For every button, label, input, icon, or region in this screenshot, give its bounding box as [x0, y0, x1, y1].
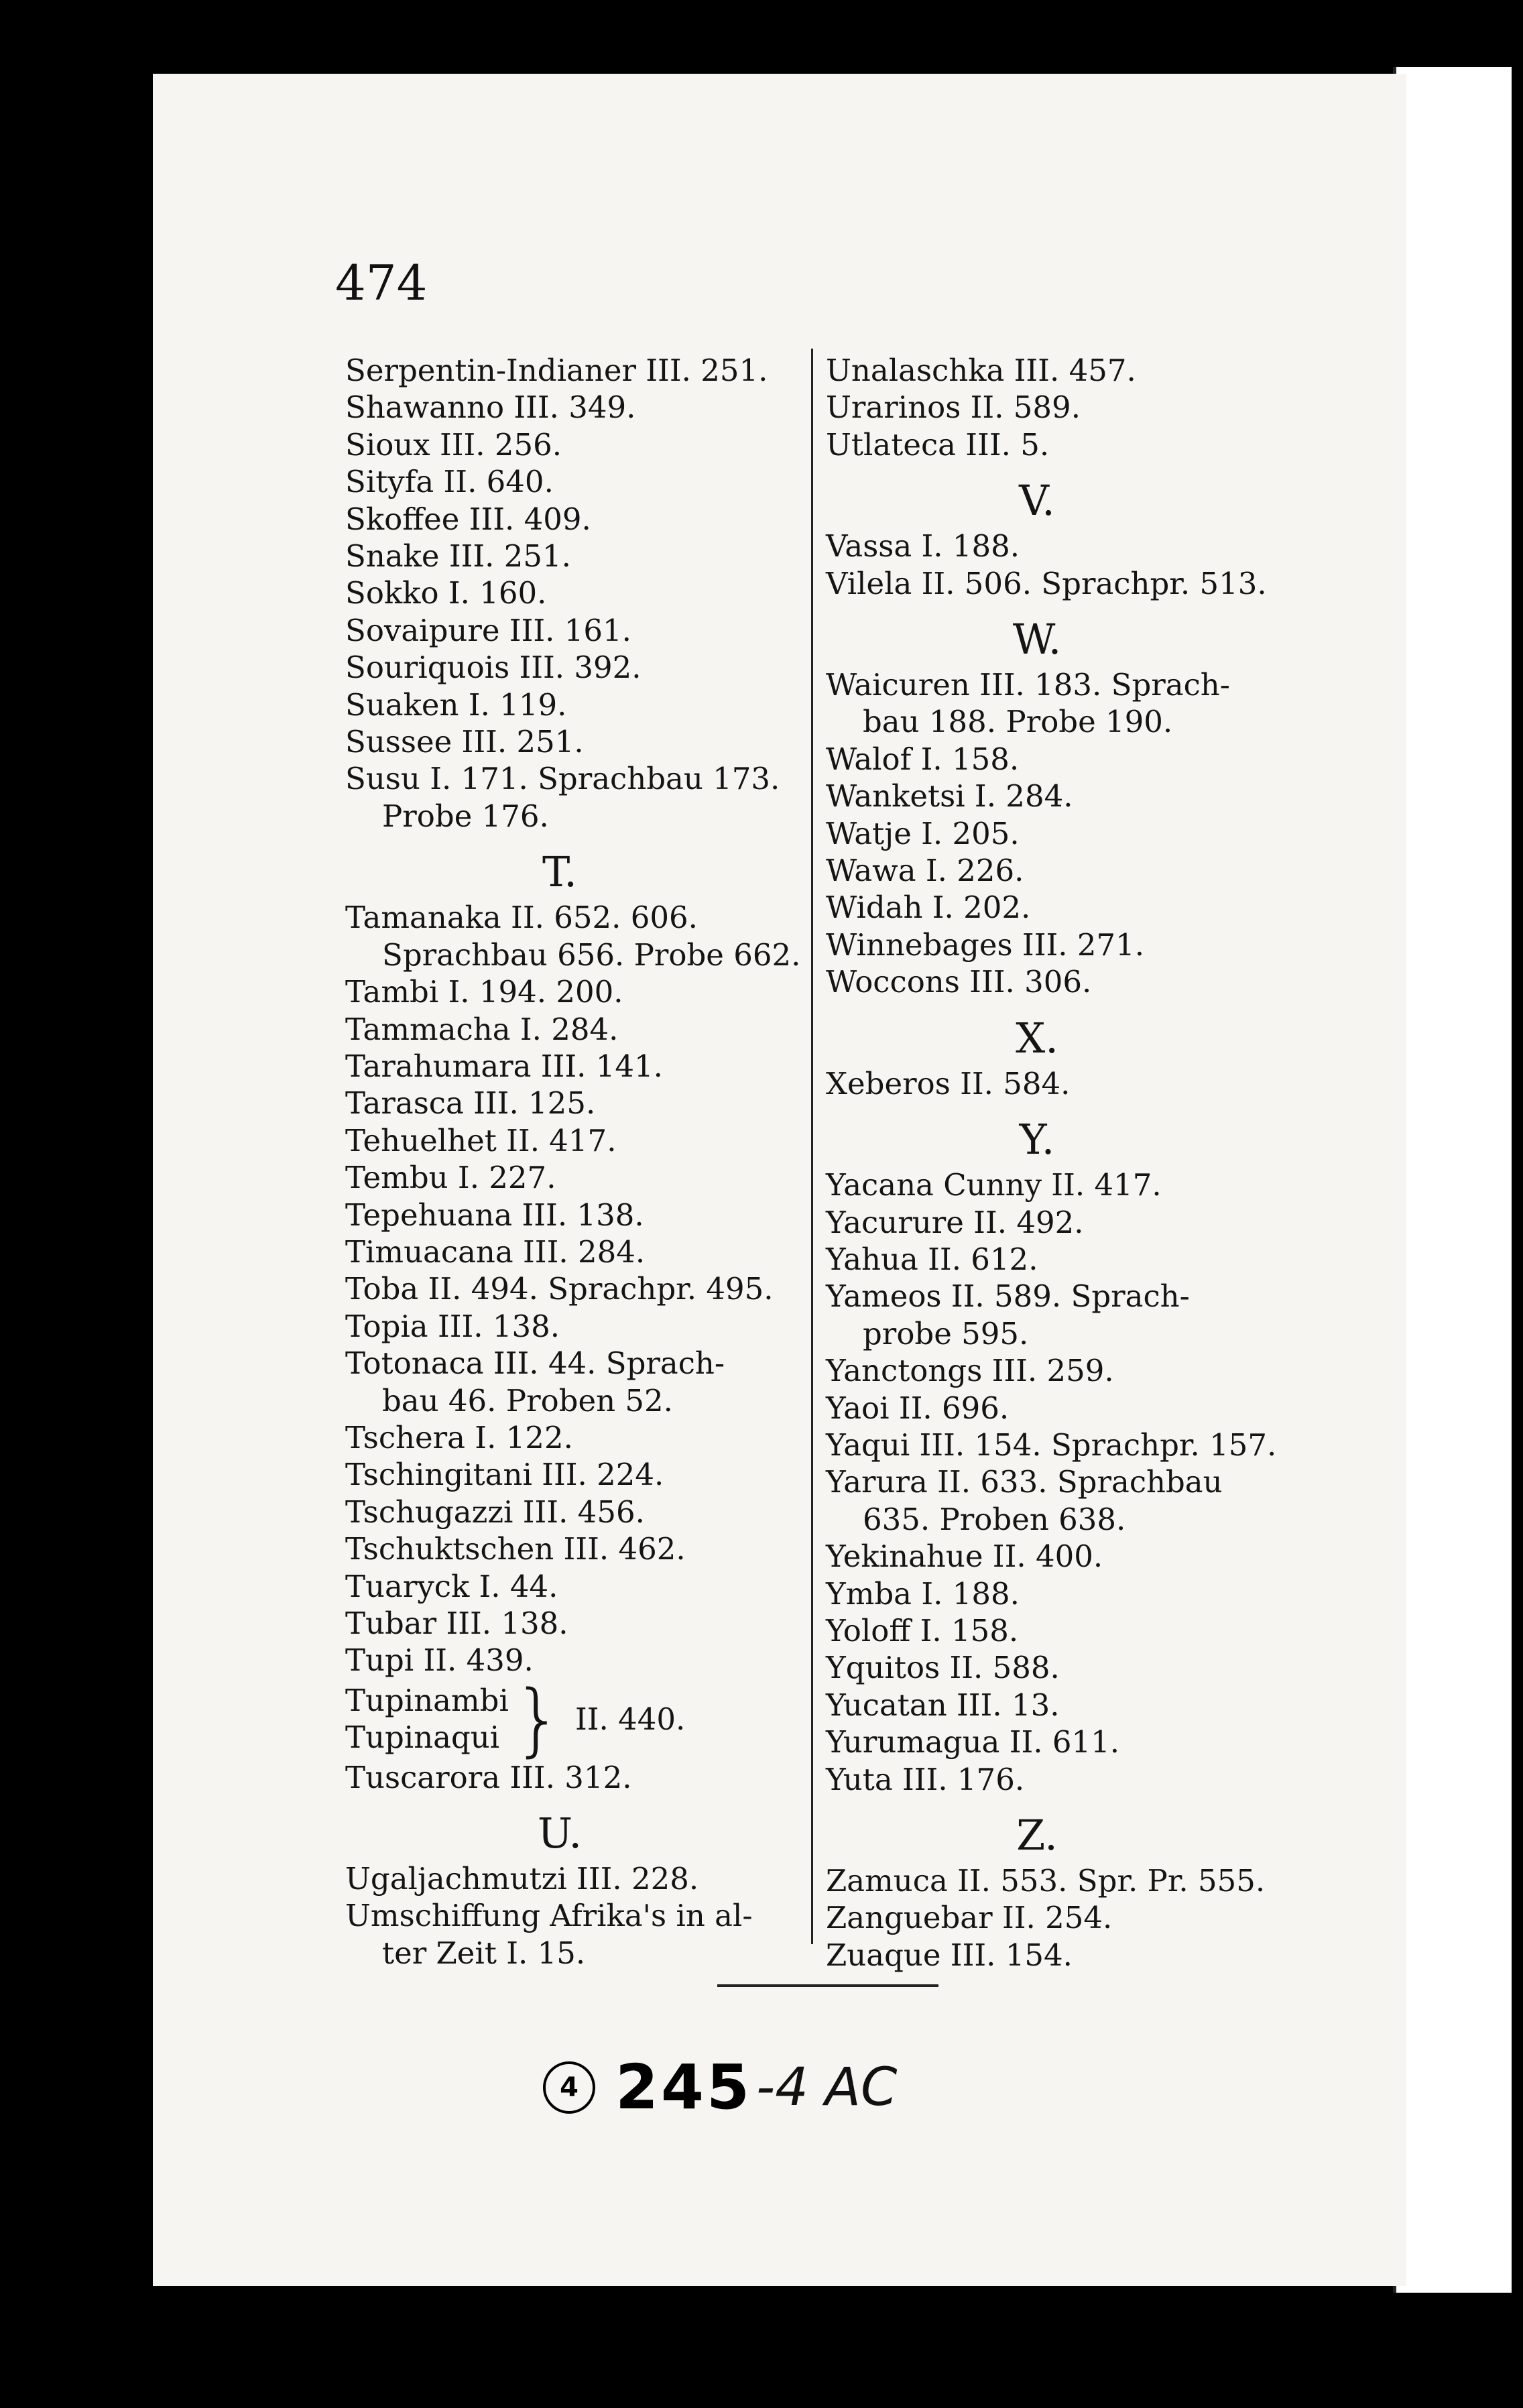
column-divider [811, 349, 813, 1944]
section-letter: U. [537, 1809, 583, 1858]
library-shelfmark [543, 2051, 897, 2123]
index-entry: Tarasca III. 125. [345, 1085, 596, 1122]
index-entry: Yacurure II. 492. [826, 1204, 1084, 1240]
index-entry: Tubar III. 138. [345, 1606, 568, 1641]
index-entry: Susu I. 171. Sprachbau 173. [345, 761, 780, 797]
index-entry: Tschera I. 122. [345, 1419, 573, 1455]
index-entry: Tembu I. 227. [345, 1160, 556, 1196]
section-letter: W. [1012, 615, 1062, 664]
section-letter: X. [1016, 1013, 1058, 1063]
index-entry: Ugaljachmutzi III. 228. [345, 1861, 699, 1897]
index-entry: Vilela II. 506. Sprachpr. 513. [826, 565, 1267, 601]
index-entry: Serpentin-Indianer III. 251. [345, 353, 768, 388]
index-entry: Skoffee III. 409. [345, 501, 591, 537]
index-entry: Tschuktschen III. 462. [345, 1531, 686, 1567]
index-entry: Tuscarora III. 312. [345, 1759, 632, 1795]
index-entry: Yuta III. 176. [826, 1761, 1025, 1797]
index-entry-continuation: Sprachbau 656. Probe 662. [382, 937, 801, 973]
index-entry: Topia III. 138. [345, 1308, 560, 1344]
index-column-right [826, 352, 1308, 1974]
adjacent-blank-page [1393, 67, 1512, 2293]
index-entry: Tschugazzi III. 456. [345, 1494, 645, 1530]
index-entry-continuation: 635. Proben 638. [863, 1501, 1126, 1537]
index-entry: Waicuren III. 183. Sprach- [826, 667, 1230, 703]
index-entry: Yanctongs III. 259. [826, 1353, 1114, 1389]
index-entry: Widah I. 202. [826, 890, 1031, 926]
index-entry: Zanguebar II. 254. [826, 1900, 1113, 1936]
index-entry-continuation: Probe 176. [382, 798, 549, 834]
circled-stamp: 4 [543, 2061, 595, 2114]
index-entry: Suaken I. 119. [345, 686, 567, 723]
index-entry: Toba II. 494. Sprachpr. 495. [345, 1271, 774, 1307]
index-entry: Tschingitani III. 224. [345, 1457, 664, 1493]
index-entry: Yurumagua II. 611. [826, 1724, 1120, 1760]
brace-names [345, 1682, 509, 1756]
index-entry: Winnebages III. 271. [826, 926, 1145, 963]
index-entry: Tehuelhet II. 417. [345, 1122, 617, 1158]
index-column-left [345, 352, 801, 1972]
index-entry: Unalaschka III. 457. [826, 353, 1136, 388]
index-entry: Totonaca III. 44. Sprach- [345, 1345, 725, 1382]
index-entry: Tepehuana III. 138. [345, 1197, 644, 1233]
page-number: 474 [335, 255, 428, 311]
index-entry-continuation: bau 46. Proben 52. [382, 1382, 673, 1419]
index-entry: Yquitos II. 588. [826, 1650, 1060, 1686]
index-entry: Yaqui III. 154. Sprachpr. 157. [826, 1427, 1277, 1463]
index-entry: Snake III. 251. [345, 538, 571, 575]
index-entry: Watje I. 205. [826, 815, 1020, 851]
index-entry: Vassa I. 188. [826, 528, 1020, 564]
index-entry: Yucatan III. 13. [826, 1687, 1060, 1723]
index-entry: Walof I. 158. [826, 741, 1020, 777]
index-entry: Yahua II. 612. [826, 1241, 1038, 1277]
brace-symbol: } [512, 1673, 563, 1766]
index-entry: Yacana Cunny II. 417. [826, 1167, 1162, 1203]
section-letter: T. [542, 847, 577, 897]
index-entry: Sokko I. 160. [345, 575, 547, 611]
index-entry: Urarinos II. 589. [826, 389, 1081, 426]
section-letter: V. [1019, 476, 1055, 526]
index-entry: Yoloff I. 158. [826, 1612, 1019, 1648]
shelfmark-suffix: -4 AC [756, 2057, 898, 2118]
index-entry: Sussee III. 251. [345, 724, 584, 760]
index-entry: Yaoi II. 696. [826, 1390, 1010, 1426]
shelfmark-number: 245 [615, 2051, 753, 2123]
end-rule [717, 1984, 938, 1987]
index-entry: Zamuca II. 553. Spr. Pr. 555. [826, 1863, 1266, 1899]
index-entry: Shawanno III. 349. [345, 389, 636, 426]
index-entry: Xeberos II. 584. [826, 1065, 1071, 1101]
index-entry: Wawa I. 226. [826, 853, 1024, 889]
index-entry: Yekinahue II. 400. [826, 1539, 1103, 1575]
index-entry: Souriquois III. 392. [345, 650, 642, 686]
index-entry: Woccons III. 306. [826, 964, 1092, 1000]
index-entry: Utlateca III. 5. [826, 426, 1050, 463]
index-entry: Tuaryck I. 44. [345, 1568, 558, 1604]
brace-name: Tupinaqui [345, 1720, 500, 1756]
index-entry: Wanketsi I. 284. [826, 778, 1073, 815]
index-entry: Sovaipure III. 161. [345, 612, 631, 648]
index-entry: Tambi I. 194. 200. [345, 974, 623, 1010]
index-entry-continuation: ter Zeit I. 15. [382, 1935, 586, 1971]
index-entry: Yarura II. 633. Sprachbau [826, 1464, 1223, 1500]
index-entry: Umschiffung Afrika's in al- [345, 1898, 753, 1934]
index-entry: Timuacana III. 284. [345, 1233, 646, 1270]
brace-name: Tupinambi [345, 1682, 509, 1718]
index-entry: Tupi II. 439. [345, 1642, 534, 1679]
index-entry: Sioux III. 256. [345, 426, 562, 463]
index-entry-continuation: bau 188. Probe 190. [863, 704, 1173, 740]
index-entry-continuation: probe 595. [863, 1315, 1029, 1351]
section-letter: Z. [1016, 1811, 1058, 1860]
brace-group-entry [345, 1673, 801, 1766]
index-entry: Ymba I. 188. [826, 1575, 1020, 1612]
index-entry: Yameos II. 589. Sprach- [826, 1278, 1190, 1315]
index-entry: Tammacha I. 284. [345, 1011, 619, 1047]
index-entry: Tarahumara III. 141. [345, 1048, 663, 1084]
index-entry: Tamanaka II. 652. 606. [345, 900, 698, 936]
index-entry: Sityfa II. 640. [345, 464, 554, 500]
brace-reference: II. 440. [574, 1701, 686, 1737]
section-letter: Y. [1019, 1115, 1055, 1164]
index-entry: Zuaque III. 154. [826, 1937, 1073, 1973]
